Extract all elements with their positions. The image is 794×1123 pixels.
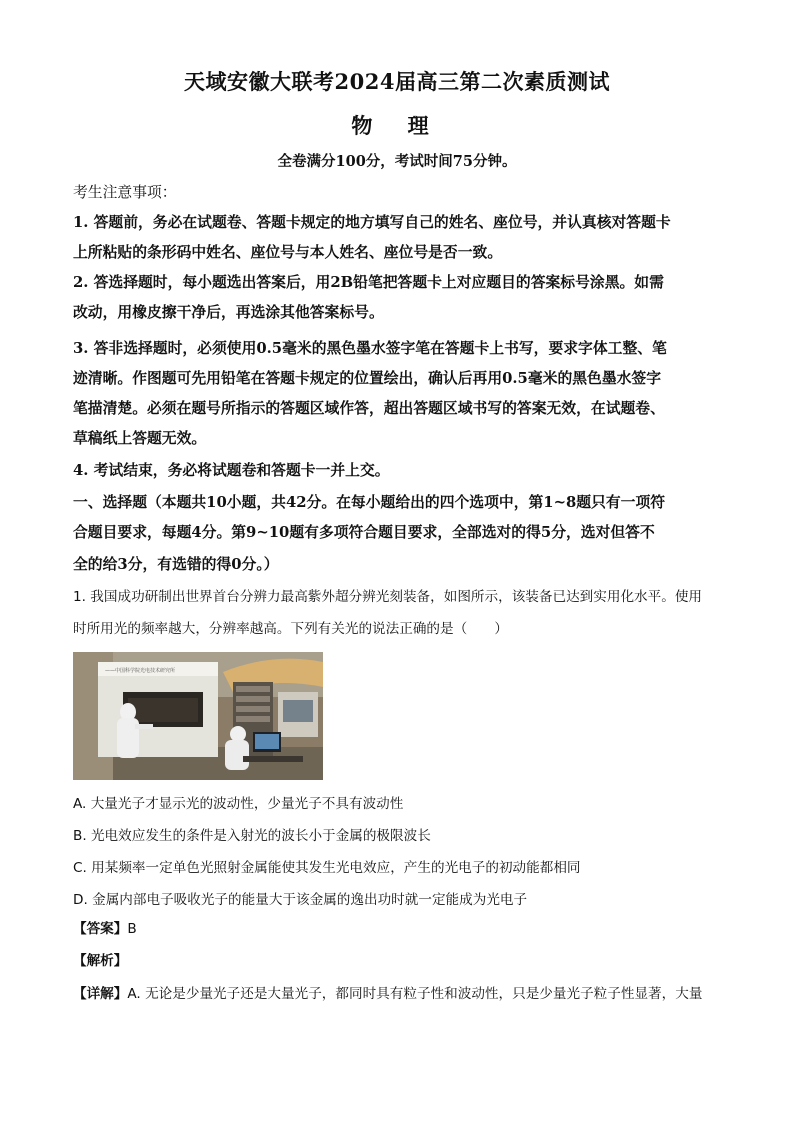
photo-banner-text: ——中国科学院光电技术研究所	[105, 668, 176, 674]
question-stem: 时所用光的频率越大，分辨率越高。下列有关光的说法正确的是（ ）	[73, 621, 508, 637]
question-stem: 1. 我国成功研制出世界首台分辨力最高紫外超分辨光刻装备，如图所示，该装备已达到实用化水平。使用	[73, 589, 703, 605]
detail-tag: 【详解】	[73, 986, 128, 1002]
section-instruction: 全的给3分，有选错的得0分。）	[73, 556, 279, 573]
notice-line: 1. 答题前，务必在试题卷、答题卡规定的地方填写自己的姓名、座位号，并认真核对答题卡	[73, 214, 671, 231]
lithography-equipment-photo	[73, 652, 323, 780]
option-b: B. 光电效应发生的条件是入射光的波长小于金属的极限波长	[73, 828, 431, 844]
notice-line: 2. 答选择题时，每小题选出答案后，用2B铅笔把答题卡上对应题目的答案标号涂黑。如需	[73, 274, 664, 291]
answer-value: B	[127, 921, 137, 937]
notice-line: 笔描清楚。必须在题号所指示的答题区域作答，超出答题区域书写的答案无效，在试题卷、	[73, 400, 665, 417]
option-a: A. 大量光子才显示光的波动性，少量光子不具有波动性	[73, 796, 404, 812]
exam-title: 天域安徽大联考2024届高三第二次素质测试	[184, 69, 610, 94]
detail-line	[73, 983, 723, 1005]
section-instruction: 一、选择题（本题共10小题，共42分。在每小题给出的四个选项中，第1~8题只有一项符	[73, 494, 666, 511]
notice-line: 迹清晰。作图题可先用铅笔在答题卡规定的位置绘出，确认后再用0.5毫米的黑色墨水签字	[73, 370, 662, 387]
notice-line: 改动，用橡皮擦干净后，再选涂其他答案标号。	[73, 304, 384, 321]
detail-text: A. 无论是少量光子还是大量光子，都同时具有粒子性和波动性，只是少量光子粒子性显著，大量	[127, 986, 703, 1002]
notice-line: 3. 答非选择题时，必须使用0.5毫米的黑色墨水签字笔在答题卡上书写，要求字体工整、笔	[73, 340, 667, 357]
option-d: D. 金属内部电子吸收光子的能量大于该金属的逸出功时就一定能成为光电子	[73, 892, 528, 908]
notice-line: 草稿纸上答题无效。	[73, 430, 207, 447]
answer-line	[73, 918, 723, 940]
section-instruction: 合题目要求，每题4分。第9~10题有多项符合题目要求，全部选对的得5分，选对但答不	[73, 524, 655, 541]
notice-heading: 考生注意事项：	[73, 184, 177, 201]
notice-line: 上所粘贴的条形码中姓名、座位号与本人姓名、座位号是否一致。	[73, 244, 503, 261]
option-c: C. 用某频率一定单色光照射金属能使其发生光电效应，产生的光电子的初动能都相同	[73, 860, 581, 876]
score-time-note: 全卷满分100分，考试时间75分钟。	[277, 153, 517, 170]
subject-title: 物 理	[351, 113, 443, 138]
notice-line: 4. 考试结束，务必将试题卷和答题卡一并上交。	[73, 462, 390, 479]
answer-tag: 【答案】	[73, 921, 128, 937]
analysis-tag: 【解析】	[73, 953, 128, 969]
